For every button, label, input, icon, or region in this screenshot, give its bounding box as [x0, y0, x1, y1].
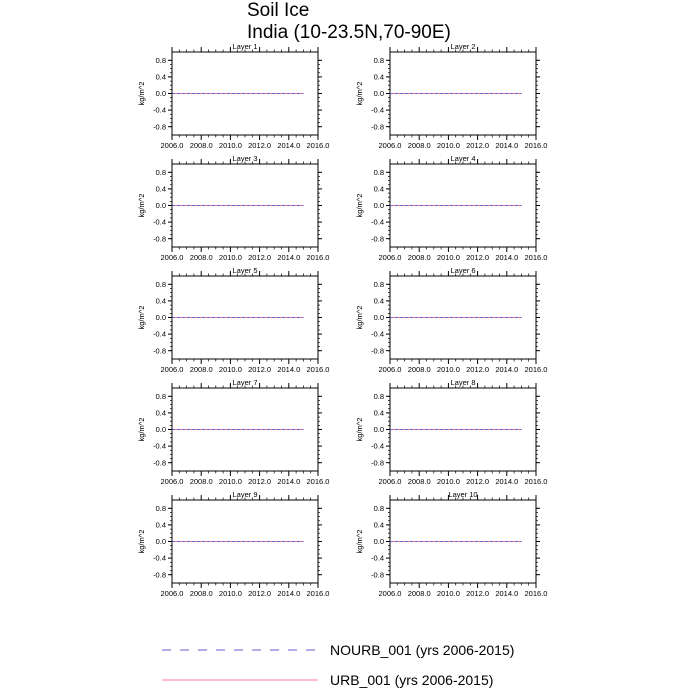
y-tick-label: -0.8: [153, 234, 166, 244]
y-tick-label: 0.4: [155, 296, 166, 306]
y-tick-label: 0.4: [155, 520, 166, 530]
y-tick-label: -0.4: [371, 105, 384, 115]
panel-layer-2: [355, 42, 547, 150]
y-tick-label: 0.8: [155, 391, 166, 401]
y-tick-label: -0.8: [153, 346, 166, 356]
x-tick-label: 2008.0: [407, 141, 431, 150]
panel-layer-9: [137, 490, 329, 598]
panel-layer-4: [355, 154, 547, 262]
y-tick-label: 0.4: [373, 72, 384, 82]
x-tick-label: 2014.0: [277, 253, 301, 262]
x-tick-label: 2008.0: [189, 589, 213, 598]
y-tick-label: 0.4: [373, 520, 384, 530]
y-axis-label: kg/m^2: [355, 417, 364, 442]
y-tick-label: -0.8: [371, 570, 384, 580]
x-tick-label: 2008.0: [407, 253, 431, 262]
x-tick-label: 2010.0: [218, 477, 242, 486]
panel-title: Layer 1: [232, 42, 258, 51]
x-tick-label: 2006.0: [160, 141, 184, 150]
x-tick-label: 2014.0: [495, 253, 519, 262]
y-tick-label: 0.8: [155, 279, 166, 289]
y-tick-label: 0.0: [373, 425, 384, 435]
x-tick-label: 2008.0: [189, 141, 213, 150]
x-tick-label: 2006.0: [160, 365, 184, 374]
y-tick-label: 0.0: [155, 537, 166, 547]
y-tick-label: 0.0: [373, 89, 384, 99]
x-tick-label: 2006.0: [378, 253, 402, 262]
x-tick-label: 2012.0: [248, 365, 272, 374]
y-tick-label: 0.0: [373, 201, 384, 211]
panel-title: Layer 3: [232, 154, 258, 163]
panel-title: Layer 10: [448, 490, 478, 499]
panel-grid: [137, 42, 547, 598]
y-tick-label: 0.0: [373, 313, 384, 323]
y-axis-label: kg/m^2: [137, 417, 146, 442]
y-tick-label: -0.8: [371, 122, 384, 132]
x-tick-label: 2012.0: [466, 365, 490, 374]
x-tick-label: 2014.0: [495, 141, 519, 150]
x-tick-label: 2014.0: [495, 477, 519, 486]
x-tick-label: 2006.0: [160, 589, 184, 598]
x-tick-label: 2016.0: [524, 477, 548, 486]
x-tick-label: 2008.0: [407, 589, 431, 598]
y-axis-label: kg/m^2: [355, 81, 364, 106]
y-axis-label: kg/m^2: [137, 305, 146, 330]
y-tick-label: 0.4: [373, 408, 384, 418]
x-tick-label: 2016.0: [306, 589, 330, 598]
y-tick-label: 0.0: [155, 89, 166, 99]
x-tick-label: 2010.0: [436, 477, 460, 486]
panel-title: Layer 6: [450, 266, 476, 275]
y-tick-label: -0.4: [153, 441, 166, 451]
y-tick-label: 0.4: [155, 408, 166, 418]
x-tick-label: 2016.0: [524, 141, 548, 150]
y-axis-label: kg/m^2: [137, 193, 146, 218]
x-tick-label: 2014.0: [495, 365, 519, 374]
x-tick-label: 2012.0: [248, 141, 272, 150]
figure-subtitle: India (10-23.5N,70-90E): [247, 22, 451, 43]
y-tick-label: 0.4: [373, 296, 384, 306]
y-tick-label: 0.4: [155, 72, 166, 82]
x-tick-label: 2014.0: [277, 589, 301, 598]
panel-title: Layer 9: [232, 490, 258, 499]
x-tick-label: 2010.0: [436, 253, 460, 262]
x-tick-label: 2012.0: [248, 589, 272, 598]
y-tick-label: -0.8: [153, 122, 166, 132]
y-tick-label: 0.8: [373, 55, 384, 65]
y-tick-label: 0.0: [155, 313, 166, 323]
x-tick-label: 2012.0: [466, 477, 490, 486]
panel-title: Layer 4: [450, 154, 476, 163]
y-tick-label: -0.4: [153, 217, 166, 227]
y-tick-label: 0.8: [155, 503, 166, 513]
x-tick-label: 2010.0: [218, 141, 242, 150]
x-tick-label: 2016.0: [524, 253, 548, 262]
y-tick-label: -0.4: [153, 553, 166, 563]
y-tick-label: 0.0: [373, 537, 384, 547]
x-tick-label: 2014.0: [277, 477, 301, 486]
y-tick-label: -0.4: [153, 329, 166, 339]
y-tick-label: 0.8: [155, 55, 166, 65]
panel-layer-7: [137, 378, 329, 486]
x-tick-label: 2016.0: [306, 141, 330, 150]
legend-label: URB_001 (yrs 2006-2015): [330, 672, 494, 688]
y-tick-label: 0.8: [373, 167, 384, 177]
x-tick-label: 2010.0: [218, 365, 242, 374]
y-axis-label: kg/m^2: [355, 529, 364, 554]
x-tick-label: 2012.0: [466, 589, 490, 598]
y-tick-label: 0.8: [373, 503, 384, 513]
x-tick-label: 2006.0: [160, 253, 184, 262]
x-tick-label: 2006.0: [160, 477, 184, 486]
figure-title: Soil Ice: [247, 0, 310, 21]
x-tick-label: 2006.0: [378, 477, 402, 486]
x-tick-label: 2014.0: [495, 589, 519, 598]
x-tick-label: 2006.0: [378, 589, 402, 598]
y-tick-label: 0.4: [155, 184, 166, 194]
x-tick-label: 2016.0: [306, 365, 330, 374]
y-tick-label: -0.8: [153, 458, 166, 468]
y-tick-label: -0.8: [153, 570, 166, 580]
x-tick-label: 2012.0: [248, 477, 272, 486]
x-tick-label: 2010.0: [218, 589, 242, 598]
y-tick-label: -0.8: [371, 234, 384, 244]
x-tick-label: 2016.0: [306, 477, 330, 486]
x-tick-label: 2012.0: [248, 253, 272, 262]
x-tick-label: 2008.0: [189, 477, 213, 486]
y-axis-label: kg/m^2: [355, 305, 364, 330]
y-tick-label: -0.4: [371, 217, 384, 227]
y-tick-label: -0.8: [371, 346, 384, 356]
y-tick-label: -0.4: [153, 105, 166, 115]
x-tick-label: 2016.0: [524, 365, 548, 374]
panel-layer-1: [137, 42, 329, 150]
x-tick-label: 2008.0: [189, 365, 213, 374]
x-tick-label: 2012.0: [466, 141, 490, 150]
x-tick-label: 2010.0: [436, 365, 460, 374]
y-axis-label: kg/m^2: [355, 193, 364, 218]
panel-layer-3: [137, 154, 329, 262]
x-tick-label: 2006.0: [378, 141, 402, 150]
y-tick-label: 0.0: [155, 425, 166, 435]
y-tick-label: 0.8: [373, 279, 384, 289]
x-tick-label: 2016.0: [306, 253, 330, 262]
x-tick-label: 2010.0: [436, 141, 460, 150]
panel-layer-5: [137, 266, 329, 374]
panel-layer-8: [355, 378, 547, 486]
y-axis-label: kg/m^2: [137, 529, 146, 554]
x-tick-label: 2010.0: [436, 589, 460, 598]
x-tick-label: 2008.0: [407, 477, 431, 486]
x-tick-label: 2014.0: [277, 365, 301, 374]
panel-title: Layer 5: [232, 266, 258, 275]
legend-label: NOURB_001 (yrs 2006-2015): [330, 642, 515, 658]
x-tick-label: 2014.0: [277, 141, 301, 150]
panel-layer-6: [355, 266, 547, 374]
y-tick-label: 0.8: [155, 167, 166, 177]
panel-layer-10: [355, 490, 547, 598]
panel-title: Layer 7: [232, 378, 258, 387]
x-tick-label: 2006.0: [378, 365, 402, 374]
y-tick-label: -0.4: [371, 441, 384, 451]
panel-title: Layer 8: [450, 378, 476, 387]
y-tick-label: -0.8: [371, 458, 384, 468]
x-tick-label: 2008.0: [189, 253, 213, 262]
y-tick-label: -0.4: [371, 329, 384, 339]
x-tick-label: 2012.0: [466, 253, 490, 262]
legend: [162, 642, 514, 688]
x-tick-label: 2008.0: [407, 365, 431, 374]
y-axis-label: kg/m^2: [137, 81, 146, 106]
x-tick-label: 2010.0: [218, 253, 242, 262]
y-tick-label: 0.4: [373, 184, 384, 194]
y-tick-label: 0.0: [155, 201, 166, 211]
x-tick-label: 2016.0: [524, 589, 548, 598]
panel-title: Layer 2: [450, 42, 476, 51]
y-tick-label: 0.8: [373, 391, 384, 401]
y-tick-label: -0.4: [371, 553, 384, 563]
